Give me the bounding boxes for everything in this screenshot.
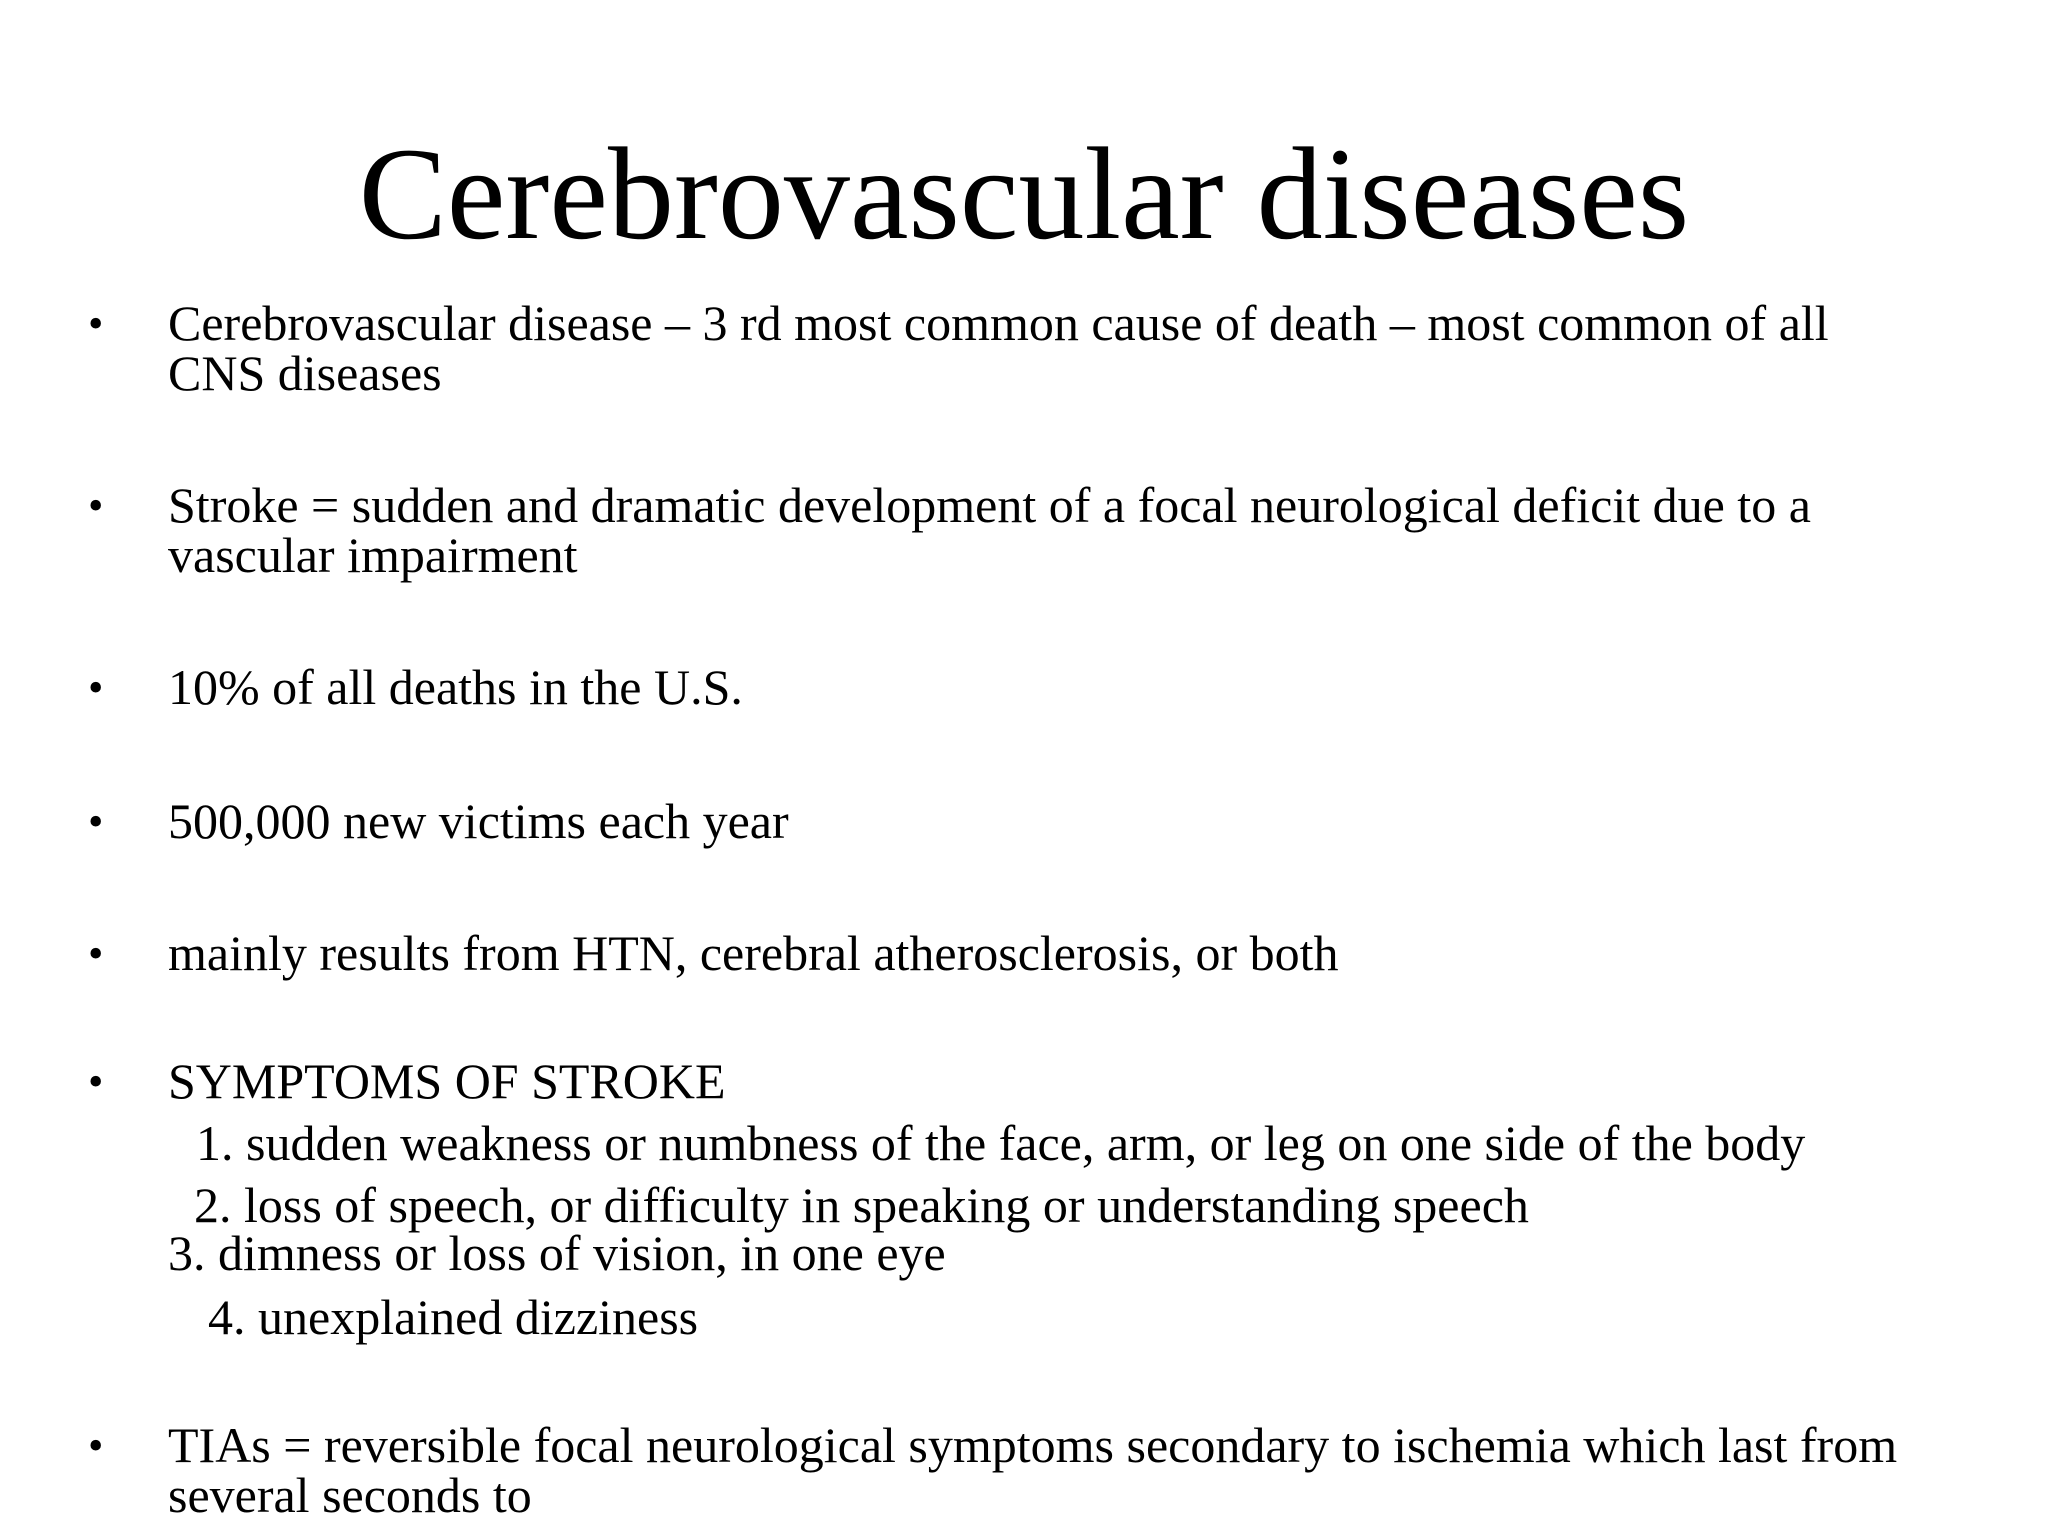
- symptom-item-3: 3. dimness or loss of vision, in one eye: [168, 1225, 946, 1281]
- symptom-item-4: 4. unexplained dizziness: [208, 1289, 699, 1345]
- symptom-item-1: 1. sudden weakness or numbness of the face, arm, or leg on one side of the body: [196, 1115, 1806, 1171]
- bullet-2-line-2: vascular impairment: [168, 527, 578, 583]
- bullet-1-line-2: CNS diseases: [168, 345, 442, 401]
- bullet-4-dot: •: [88, 797, 104, 846]
- bullet-3-line-1: 10% of all deaths in the U.S.: [168, 659, 743, 715]
- symptom-item-2: 2. loss of speech, or difficulty in speaking or understanding speech: [194, 1177, 1529, 1233]
- bullet-6-line-1: SYMPTOMS OF STROKE: [168, 1053, 726, 1109]
- slide-title: Cerebrovascular diseases: [358, 120, 1690, 267]
- bullet-2-dot: •: [88, 481, 104, 530]
- bullet-7-dot: •: [88, 1421, 104, 1470]
- bullet-2-line-1: Stroke = sudden and dramatic development of a focal neurological deficit due to a: [168, 477, 1811, 533]
- bullet-7-line-2: several seconds to: [168, 1467, 532, 1523]
- bullet-3-dot: •: [88, 663, 104, 712]
- bullet-5-dot: •: [88, 929, 104, 978]
- bullet-4-line-1: 500,000 new victims each year: [168, 793, 789, 849]
- bullet-6-dot: •: [88, 1057, 104, 1106]
- bullet-1-line-1: Cerebrovascular disease – 3 rd most common cause of death – most common of all: [168, 295, 1829, 351]
- bullet-5-line-1: mainly results from HTN, cerebral atherosclerosis, or both: [168, 925, 1339, 981]
- bullet-1-dot: •: [88, 299, 104, 348]
- bullet-7-line-1: TIAs = reversible focal neurological symptoms secondary to ischemia which last from: [168, 1417, 1898, 1473]
